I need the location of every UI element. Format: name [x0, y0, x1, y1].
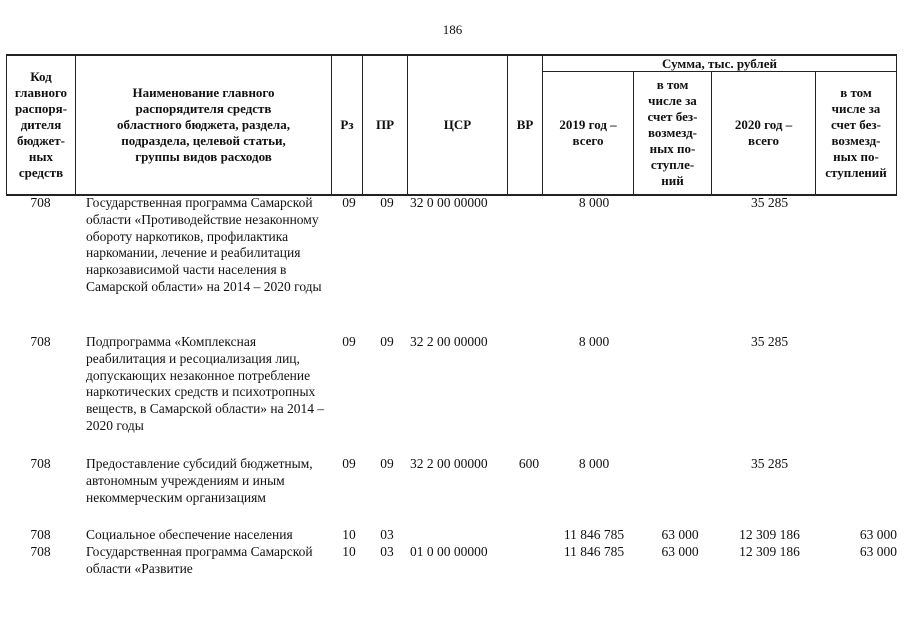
- header-right-border: [896, 54, 897, 196]
- header-rz: Рз: [340, 117, 354, 132]
- cell-name: Государственная программа Самарской области «Противодействие незаконному обороту наркотиков, профилактика наркомании, лечение и реабилитация наркозависимой части населения в Самарской области» на 2014 – 2020 годы: [86, 195, 322, 294]
- cell-2019-gratuitous: 63 000: [661, 527, 699, 542]
- header-2020-gratuitous: в том числе за счет без- возмезд- ных по- ступлений: [825, 85, 887, 180]
- cell-rz: 09: [342, 456, 356, 471]
- cell-kod: 708: [30, 527, 51, 542]
- cell-2019-total: 8 000: [578, 334, 610, 349]
- cell-2020-total: 12 309 186: [739, 527, 800, 542]
- header-2019-total: 2019 год – всего: [559, 117, 617, 148]
- header-csr: ЦСР: [443, 117, 472, 132]
- cell-pr: 09: [380, 456, 394, 471]
- cell-2020-total: 12 309 186: [739, 544, 800, 559]
- header-vr: ВР: [516, 117, 534, 132]
- cell-2019-total: 8 000: [578, 456, 610, 471]
- cell-2020-total: 35 285: [750, 456, 789, 471]
- header-2020-total: 2020 год – всего: [734, 117, 793, 148]
- cell-csr: 32 0 00 00000: [410, 195, 488, 210]
- cell-vr: 600: [518, 456, 540, 471]
- cell-rz: 09: [342, 334, 356, 349]
- cell-kod: 708: [30, 456, 51, 471]
- cell-2019-total: 11 846 785: [563, 527, 625, 542]
- cell-2020-gratuitous: 63 000: [859, 544, 897, 559]
- cell-pr: 03: [380, 544, 394, 559]
- cell-pr: 09: [380, 195, 394, 210]
- cell-pr: 09: [380, 334, 394, 349]
- header-name: Наименование главного распорядителя средств областного бюджета, раздела, подраздела, целевой статьи, группы видов расходов: [117, 85, 290, 164]
- cell-2020-total: 35 285: [750, 195, 789, 210]
- cell-kod: 708: [30, 195, 51, 210]
- cell-2019-total: 8 000: [578, 195, 610, 210]
- cell-rz: 10: [342, 527, 356, 542]
- table-header: [6, 54, 897, 196]
- cell-rz: 10: [342, 544, 356, 559]
- cell-2019-total: 11 846 785: [563, 544, 625, 559]
- cell-csr: 32 2 00 00000: [410, 456, 488, 471]
- header-summa: Сумма, тыс. рублей: [662, 55, 777, 71]
- page-number: 186: [442, 22, 463, 37]
- cell-2020-total: 35 285: [750, 334, 789, 349]
- header-kod: Код главного распоря- дителя бюджет- ных средств: [14, 69, 68, 180]
- header-pr: ПР: [375, 117, 395, 132]
- cell-name: Государственная программа Самарской области «Развитие: [86, 544, 313, 576]
- cell-csr: 32 2 00 00000: [410, 334, 488, 349]
- cell-pr: 03: [380, 527, 394, 542]
- cell-csr: 01 0 00 00000: [410, 544, 488, 559]
- cell-2020-gratuitous: 63 000: [859, 527, 897, 542]
- cell-rz: 09: [342, 195, 356, 210]
- cell-2019-gratuitous: 63 000: [661, 544, 699, 559]
- cell-name: Предоставление субсидий бюджетным, автономным учреждениям и иным некоммерческим организациям: [86, 456, 313, 505]
- cell-name: Подпрограмма «Комплексная реабилитация и ресоциализация лиц, допускающих незаконное потребление наркотических средств и психотропных веществ, в Самарской области» на 2014 – 2020 годы: [86, 334, 325, 433]
- cell-name: Социальное обеспечение населения: [86, 527, 293, 542]
- header-2019-gratuitous: в том числе за счет без- возмезд- ных по- ступле- ний: [647, 77, 698, 188]
- cell-kod: 708: [30, 334, 51, 349]
- cell-kod: 708: [30, 544, 51, 559]
